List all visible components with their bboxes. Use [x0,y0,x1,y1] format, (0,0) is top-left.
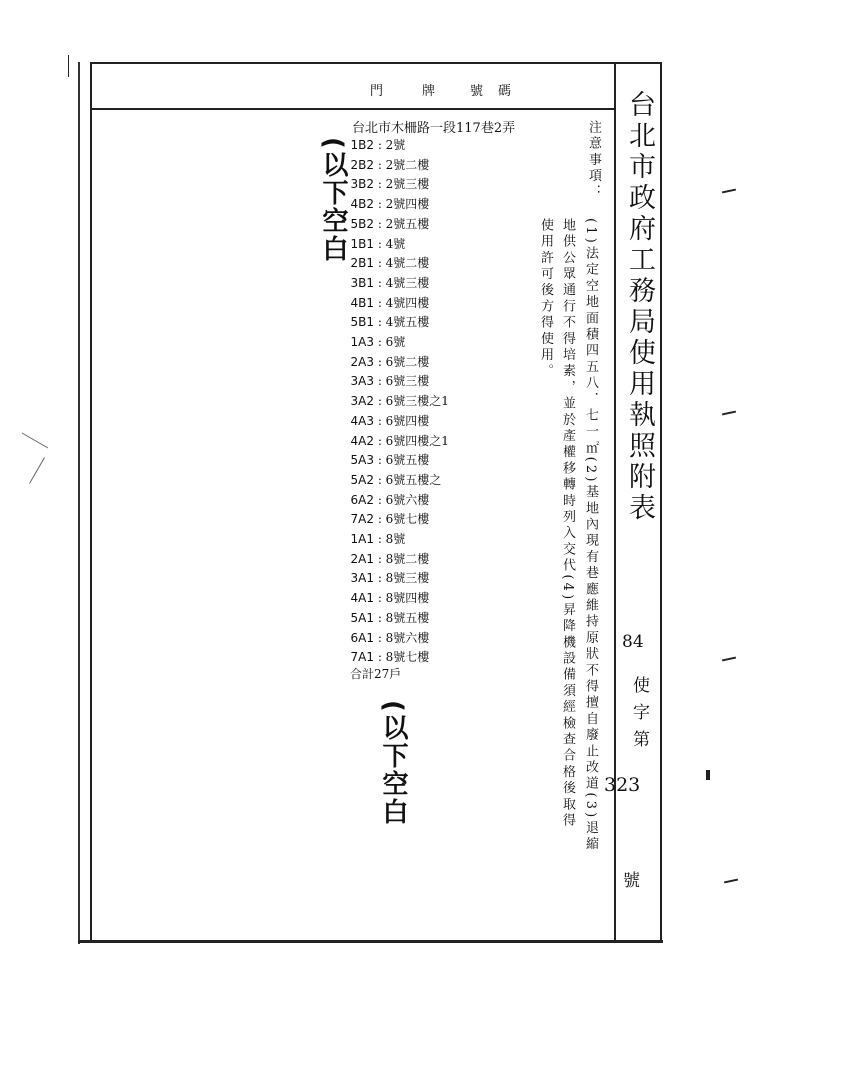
unit-separator: : [374,315,386,330]
permit-year: 84 [622,632,644,652]
unit-separator: : [374,236,386,251]
notes-column-3: 使用許可後方得使用。 [538,218,553,380]
unit-code: 5A3 [350,453,374,468]
unit-row [334,650,429,664]
unit-row [334,434,449,448]
notes-column-2: 地供公眾通行不得培素，並於產權移轉時列入交代(4)昇降機設備須經檢查合格後取得 [560,218,575,830]
unit-separator: : [374,275,386,290]
unit-description: 8號 [385,532,406,546]
unit-description: 6號四樓 [385,413,430,428]
unit-row [334,512,429,526]
unit-code: 2B2 [350,157,374,172]
unit-code: 4A2 [350,433,374,448]
permit-number: 323 [604,774,641,796]
notes-column-1: (1)法定空地面積四五八．七一㎡(2)基地內現有巷應維持原狀不得擅自廢止改道(3)退縮 [583,218,598,853]
unit-row [334,256,429,270]
unit-code: 3A2 [350,394,374,409]
unit-code: 5B2 [350,216,374,231]
unit-description: 6號三樓 [385,374,430,389]
unit-row [334,631,429,645]
unit-separator: : [374,472,386,487]
unit-separator: : [374,453,386,468]
unit-description: 8號六樓 [385,630,430,645]
unit-code: 3B2 [350,177,374,192]
unit-row [334,611,429,625]
unit-separator: : [374,374,386,389]
unit-row [334,394,449,408]
unit-code: 4A1 [350,591,374,606]
unit-code: 4B2 [350,197,374,212]
unit-separator: : [374,157,386,172]
unit-code: 1A3 [350,335,374,349]
unit-code: 5A2 [350,472,374,487]
unit-separator: : [374,413,386,428]
unit-separator: : [374,591,386,606]
unit-code: 3B1 [350,275,374,290]
unit-row [334,197,429,211]
unit-description: 6號三樓之1 [385,394,449,409]
unit-separator: : [374,512,386,527]
unit-description: 6號五樓之 [385,472,442,487]
header-char-2: 牌 [422,84,436,99]
scan-mark [722,411,736,416]
unit-separator: : [374,551,386,566]
header-char-1: 門 [370,84,384,99]
unit-code: 7A2 [350,512,374,527]
unit-row [334,571,429,585]
unit-description: 2號四樓 [385,197,430,212]
scan-mark [29,457,45,483]
unit-description: 8號五樓 [385,610,430,625]
unit-code: 1B2 [350,138,374,152]
unit-code: 5A1 [350,610,374,625]
permit-prefix: 使字第 [629,676,649,757]
unit-description: 8號七樓 [385,650,430,665]
unit-separator: : [374,532,386,546]
unit-row [334,453,429,467]
unit-row [334,217,429,231]
address-line: 台北市木柵路一段117巷2弄 [352,121,516,136]
unit-code: 4B1 [350,295,374,310]
scan-mark [722,657,736,662]
document-title: 台北市政府工務局使用執照附表 [624,90,655,524]
unit-row [334,355,429,369]
unit-code: 3A3 [350,374,374,389]
blank-stamp-lower: (以下空白 [378,700,408,826]
frame-bottom-border [78,940,663,943]
unit-code: 7A1 [350,650,374,665]
unit-code: 2A1 [350,551,374,566]
total-count: 合計27戶 [350,667,402,681]
unit-row [334,335,405,349]
unit-row [334,315,429,329]
scan-mark [22,433,48,449]
unit-description: 8號二樓 [385,551,430,566]
unit-separator: : [374,177,386,192]
unit-row [334,374,429,388]
unit-description: 6號四樓之1 [385,433,449,448]
permit-suffix: 號 [623,871,640,891]
unit-separator: : [374,571,386,586]
unit-code: 2B1 [350,256,374,271]
unit-row [334,296,429,310]
unit-code: 5B1 [350,315,374,330]
scan-mark [706,770,710,780]
unit-description: 6號五樓 [385,453,430,468]
unit-description: 4號三樓 [385,275,430,290]
unit-description: 4號五樓 [385,315,430,330]
unit-description: 2號二樓 [385,157,430,172]
frame-left-border [78,62,80,944]
unit-description: 4號 [385,236,406,251]
unit-description: 8號三樓 [385,571,430,586]
unit-row [334,276,429,290]
unit-description: 4號二樓 [385,256,430,271]
unit-code: 6A1 [350,630,374,645]
unit-separator: : [374,492,386,507]
unit-separator: : [374,433,386,448]
unit-description: 2號 [385,138,406,152]
unit-row [334,414,429,428]
unit-description: 2號五樓 [385,216,430,231]
unit-row [334,552,429,566]
unit-code: 3A1 [350,571,374,586]
unit-code: 1B1 [350,236,374,251]
unit-separator: : [374,630,386,645]
scan-mark [722,189,736,194]
unit-description: 8號四樓 [385,591,430,606]
unit-row [334,591,429,605]
header-char-3: 號 [470,84,484,99]
unit-row [334,532,405,546]
title-column-divider [614,62,616,942]
unit-separator: : [374,354,386,369]
unit-separator: : [374,394,386,409]
unit-code: 1A1 [350,532,374,546]
unit-description: 6號 [385,335,406,349]
unit-description: 2號三樓 [385,177,430,192]
unit-row [334,493,429,507]
unit-separator: : [374,256,386,271]
unit-code: 2A3 [350,354,374,369]
unit-separator: : [374,610,386,625]
unit-separator: : [374,197,386,212]
unit-description: 6號六樓 [385,492,430,507]
unit-row [334,158,429,172]
unit-separator: : [374,138,386,152]
unit-description: 6號七樓 [385,512,430,527]
unit-code: 4A3 [350,413,374,428]
unit-row [334,473,441,487]
blank-stamp-upper: (以下空白 [318,137,348,263]
unit-code: 6A2 [350,492,374,507]
unit-separator: : [374,650,386,665]
unit-description: 4號四樓 [385,295,430,310]
unit-row [334,177,429,191]
unit-separator: : [374,216,386,231]
unit-separator: : [374,295,386,310]
scan-mark [68,55,69,77]
header-divider [90,108,614,110]
notes-heading: 注意事項： [586,120,601,201]
unit-separator: : [374,335,386,349]
scan-mark [724,879,738,884]
unit-description: 6號二樓 [385,354,430,369]
header-char-4: 碼 [498,84,512,99]
